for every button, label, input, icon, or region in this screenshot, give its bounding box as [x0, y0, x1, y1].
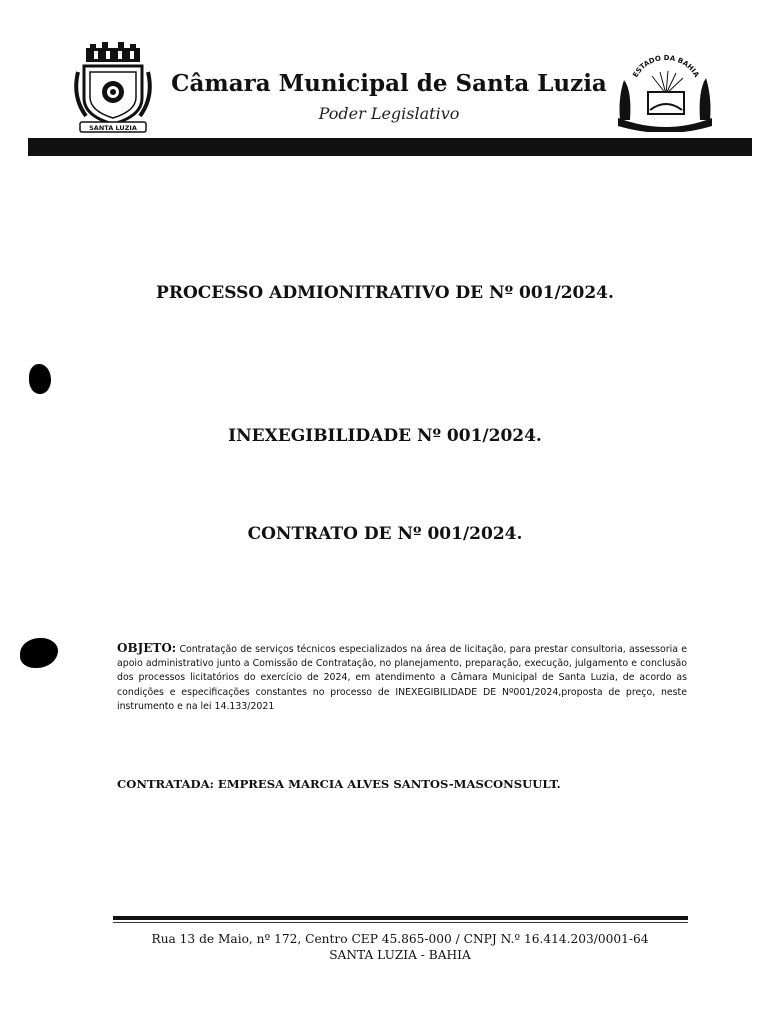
objeto-label: OBJETO:	[117, 641, 177, 655]
inexigibilidade-heading: INEXEGIBILIDADE Nº 001/2024.	[228, 426, 542, 446]
process-heading: PROCESSO ADMIONITRATIVO DE Nº 001/2024.	[156, 283, 614, 303]
footer-city: SANTA LUZIA - BAHIA	[329, 948, 471, 962]
state-seal-logo	[612, 50, 717, 132]
header-divider-bar	[28, 138, 752, 156]
objeto-paragraph	[117, 641, 687, 714]
contratada-line: CONTRATADA: EMPRESA MARCIA ALVES SANTOS-MASCONSUULT.	[117, 777, 561, 791]
contract-heading: CONTRATO DE Nº 001/2024.	[247, 524, 523, 544]
left-seal-ribbon-text: SANTA LUZIA	[89, 124, 137, 132]
punch-hole-mark-top	[29, 364, 51, 394]
objeto-text: Contratação de serviços técnicos especializados na área de licitação, para prestar consultoria, assessoria e apoio administrativo junto a Comissão de Contratação, no planejamento, preparação, execução, julgamento e conclusão dos processos licitatórios do exercício de 2024, em atendimento a Câmara Municipal de Santa Luzia, de acordo as condições e especificações constantes no processo de INEXEGIBILIDADE DE Nº001/2024,proposta de preço, neste instrumento e na lei 14.133/2021	[117, 644, 687, 712]
svg-text:ESTADO DA BAHIA	[631, 54, 700, 79]
footer-rule-thick	[113, 916, 688, 920]
organization-title: Câmara Municipal de Santa Luzia	[171, 70, 607, 97]
right-seal-arc-text: ESTADO DA BAHIA	[631, 53, 701, 79]
punch-hole-mark-bottom	[20, 638, 58, 668]
organization-subtitle: Poder Legislativo	[318, 104, 460, 123]
footer-rule-thin	[113, 922, 688, 923]
footer-address: Rua 13 de Maio, nº 172, Centro CEP 45.865-000 / CNPJ N.º 16.414.203/0001-64	[151, 932, 649, 946]
